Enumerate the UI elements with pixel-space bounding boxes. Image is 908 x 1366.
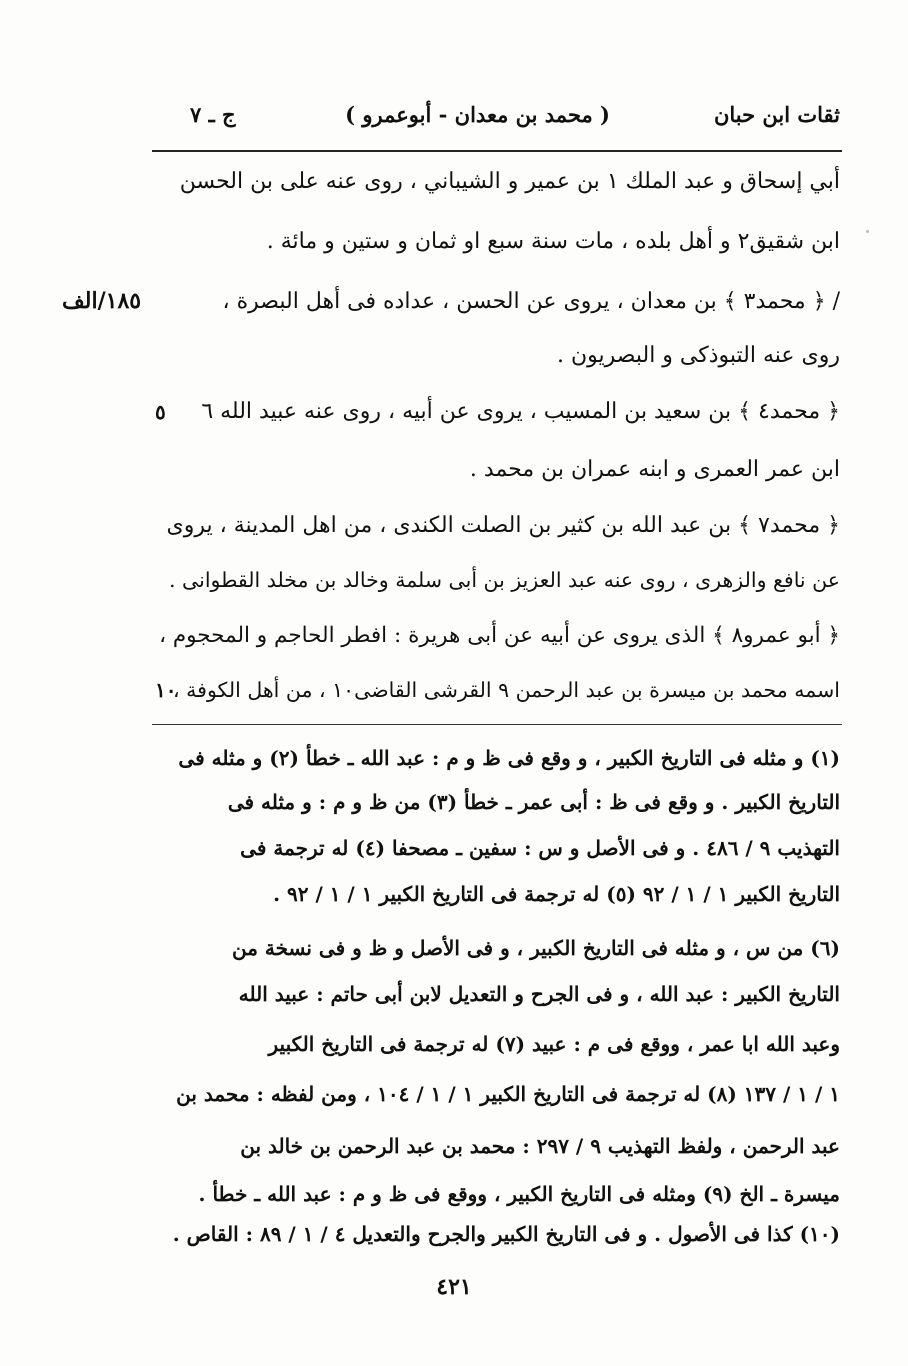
footnote-line: وعبد الله ابا عمر ، ووقع فى م : عبيد (٧) له ترجمة فى التاريخ الكبير (268, 1032, 840, 1056)
footnote-line: التاريخ الكبير ١ / ١ / ٩٢ (٥) له ترجمة فى التاريخ الكبير ١ / ١ / ٩٢ . (273, 882, 840, 906)
footnote-line: (١) و مثله فى التاريخ الكبير ، و وقع فى ظ و م : عبد الله ـ خطأ (٢) و مثله فى (178, 746, 840, 770)
line-number-10: ١٠ (155, 678, 177, 702)
footnote-line: التاريخ الكبير . و وقع فى ظ : أبى عمر ـ خطأ (٣) من ظ و م : و مثله فى (227, 790, 840, 814)
footnote-line: التاريخ الكبير : عبد الله ، و فى الجرح و التعديل لابن أبى حاتم : عبيد الله (238, 982, 840, 1006)
text-line: ﴿ محمد٤ ﴾ بن سعيد بن المسيب ، يروى عن أبيه ، روى عنه عبيد الله ٦ (201, 399, 840, 424)
header-rule (152, 150, 842, 152)
text-line: / ﴿ محمد٣ ﴾ بن معدان ، يروى عن الحسن ، عداده فى أهل البصرة ، (222, 289, 840, 314)
running-header (150, 98, 840, 138)
text-line: ابن عمر العمرى و ابنه عمران بن محمد . (469, 457, 840, 482)
scan-speck (866, 230, 869, 233)
footnote-line: (١٠) كذا فى الأصول . و فى التاريخ الكبير والجرح والتعديل ٤ / ١ / ٨٩ : القاص . (172, 1222, 840, 1246)
book-title: ثقات ابن حبان (713, 102, 840, 127)
text-line: ابن شقيق٢ و أهل بلده ، مات سنة سبع او ثمان و ستين و مائة . (266, 229, 840, 254)
volume-label: ج ـ ٧ (190, 102, 236, 127)
text-line: عن نافع والزهرى ، روى عنه عبد العزيز بن أبى سلمة وخالد بن مخلد القطوانى . (169, 568, 840, 592)
footnote-line: ١ / ١ / ١٣٧ (٨) له ترجمة فى التاريخ الكبير ١ / ١ / ١٠٤ ، ومن لفظه : محمد بن (176, 1082, 840, 1106)
page-number: ٤٢١ (436, 1274, 472, 1300)
text-line: ﴿ محمد٧ ﴾ بن عبد الله بن كثير بن الصلت الكندى ، من اهل المدينة ، يروى (166, 513, 840, 538)
footnote-rule (152, 724, 842, 725)
line-number-5: ٥ (155, 400, 166, 424)
text-line: روى عنه التبوذكى و البصريون . (557, 343, 840, 368)
text-line: أبي إسحاق و عبد الملك ١ بن عمير و الشيباني ، روى عنه على بن الحسن (179, 169, 840, 194)
text-line: ﴿ أبو عمرو٨ ﴾ الذى يروى عن أبيه عن أبى هريرة : افطر الحاجم و المحجوم ، (159, 623, 840, 648)
footnote-line: (٦) من س ، و مثله فى التاريخ الكبير ، و فى الأصل و ظ و فى نسخة من (232, 936, 840, 960)
text-line: اسمه محمد بن ميسرة بن عبد الرحمن ٩ القرشى القاضى١٠ ، من أهل الكوفة ، (173, 678, 840, 702)
page-heading: ( محمد بن معدان - أبوعمرو ) (345, 102, 610, 127)
footnote-line: التهذيب ٩ / ٤٨٦ . و فى الأصل و س : سفين ـ مصحفا (٤) له ترجمة فى (240, 836, 840, 860)
footnote-line: عبد الرحمن ، ولفظ التهذيب ٩ / ٢٩٧ : محمد بن عبد الرحمن بن خالد بن (240, 1134, 840, 1158)
footnote-line: ميسرة ـ الخ (٩) ومثله فى التاريخ الكبير ، ووقع فى ظ و م : عبد الله ـ خطأ . (198, 1182, 840, 1206)
folio-margin-note: ١٨٥/الف (62, 288, 142, 314)
